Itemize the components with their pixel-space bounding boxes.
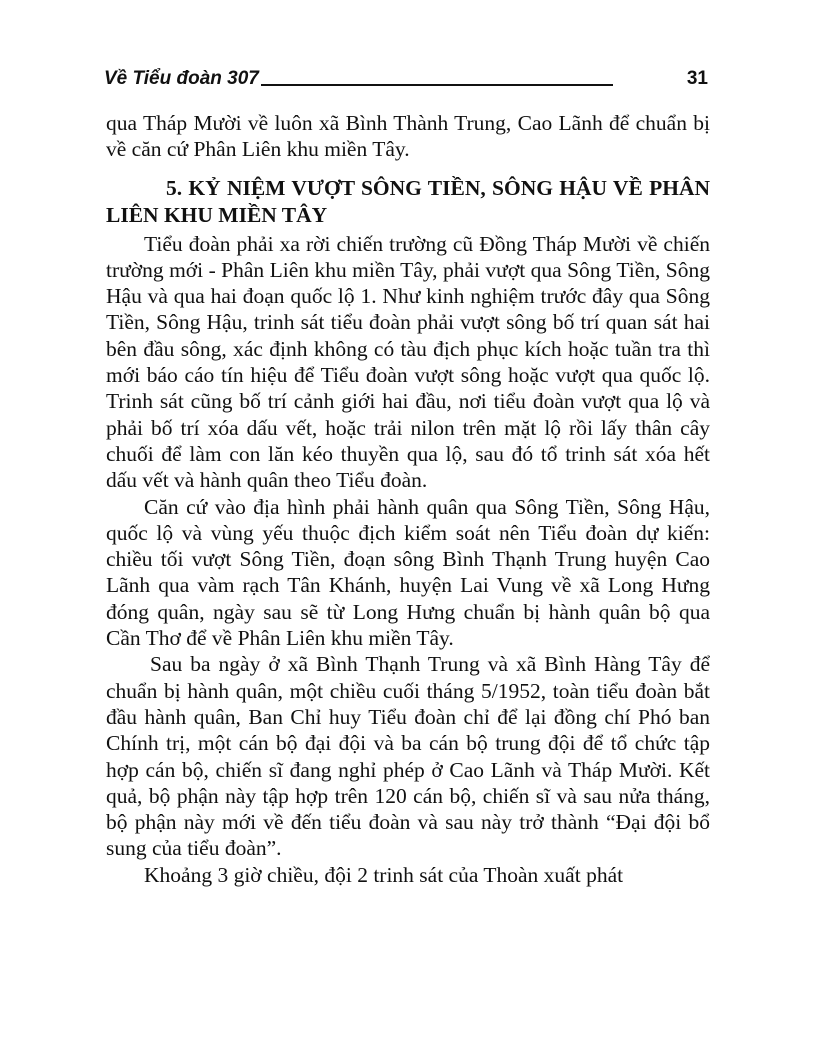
paragraph: Khoảng 3 giờ chiều, đội 2 trinh sát của Thoàn xuất phát	[144, 862, 624, 887]
running-header-title: Về Tiểu đoàn 307	[104, 68, 259, 89]
body-text	[106, 110, 710, 888]
paragraph: Căn cứ vào địa hình phải hành quân qua Sông Tiền, Sông Hậu, quốc lộ và vùng yếu thuộc địch kiểm soát nên Tiểu đoàn dự kiến: chiều tối vượt Sông Tiền, đoạn sông Bình Thạnh Trung huyện Cao Lãnh qua vàm rạch Tân Khánh, huyện Lai Vung về xã Long Hưng đóng quân, ngày sau sẽ từ Long Hưng chuẩn bị hành quân bộ qua Cần Thơ để về Phân Liên khu miền Tây.	[106, 494, 710, 651]
page-number: 31	[686, 68, 708, 89]
header-rule	[261, 84, 613, 86]
running-header	[104, 60, 716, 88]
spacer	[106, 163, 710, 173]
intro-paragraph: qua Tháp Mười về luôn xã Bình Thành Trung, Cao Lãnh để chuẩn bị về căn cứ Phân Liên khu miền Tây.	[106, 111, 710, 162]
section-heading: 5. KỶ NIỆM VƯỢT SÔNG TIỀN, SÔNG HẬU VỀ PHÂN LIÊN KHU MIỀN TÂY	[106, 175, 710, 227]
paragraph: Tiểu đoàn phải xa rời chiến trường cũ Đồng Tháp Mười về chiến trường mới - Phân Liên khu miền Tây, phải vượt qua Sông Tiền, Sông Hậu và qua hai đoạn quốc lộ 1. Như kinh nghiệm trước đây qua Sông Tiền, Sông Hậu, trinh sát tiểu đoàn phải vượt sông bố trí quan sát hai bên đầu sông, xác định không có tàu địch phục kích hoặc tuần tra thì mới báo cáo tín hiệu để Tiểu đoàn vượt sông hoặc vượt qua quốc lộ. Trinh sát cũng bố trí cảnh giới hai đầu, nơi tiểu đoàn vượt qua lộ và phải bố trí xóa dấu vết, hoặc trải nilon trên mặt lộ rồi lấy thân cây chuối để làm con lăn kéo thuyền qua lộ, sau đó tổ trinh sát xóa hết dấu vết và hành quân theo Tiểu đoàn.	[106, 231, 710, 493]
paragraph: Sau ba ngày ở xã Bình Thạnh Trung và xã Bình Hàng Tây để chuẩn bị hành quân, một chiều cuối tháng 5/1952, toàn tiểu đoàn bắt đầu hành quân, Ban Chỉ huy Tiểu đoàn chỉ để lại đồng chí Phó ban Chính trị, một cán bộ đại đội và ba cán bộ trung đội để tổ chức tập hợp cán bộ, chiến sĩ đang nghỉ phép ở Cao Lãnh và Tháp Mười. Kết quả, bộ phận này tập hợp trên 120 cán bộ, chiến sĩ và sau nửa tháng, bộ phận này mới về đến tiểu đoàn và sau này trở thành “Đại đội bổ sung của tiểu đoàn”.	[106, 652, 710, 861]
